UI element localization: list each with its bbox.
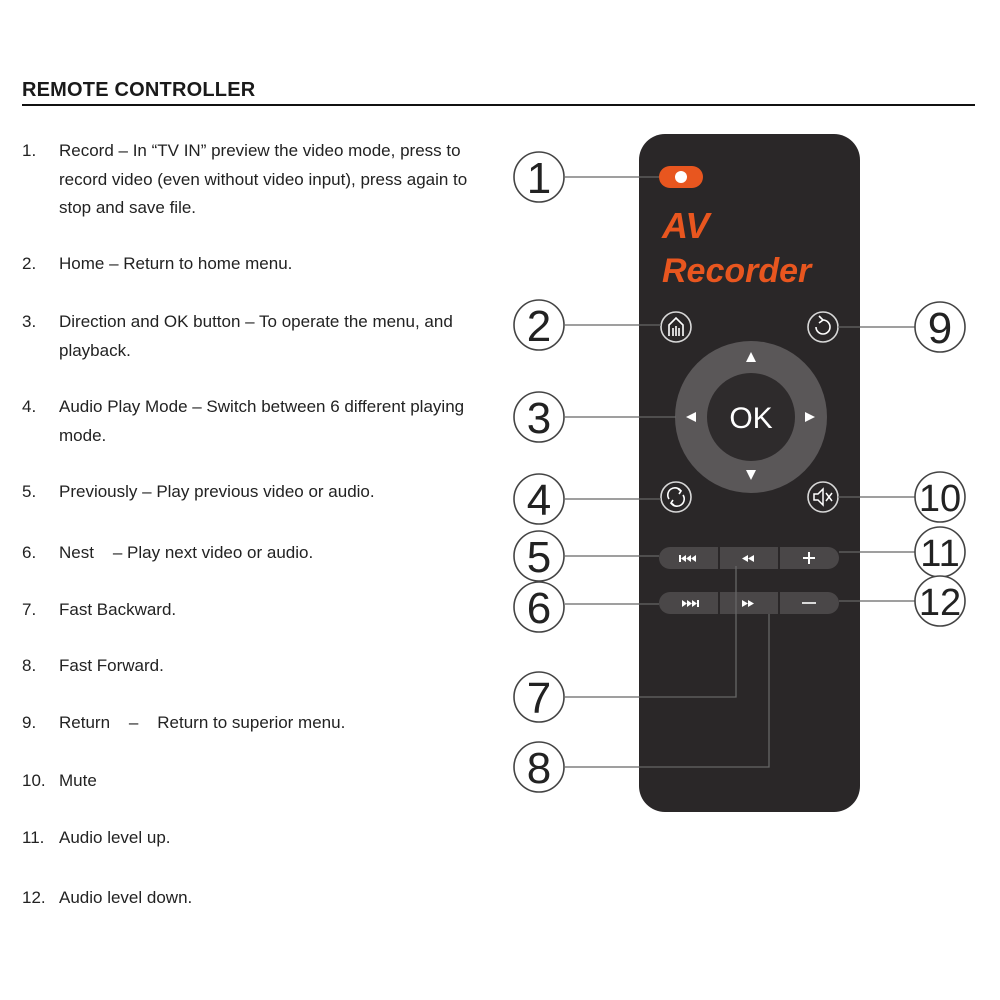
item-text: Home – Return to home menu. bbox=[59, 254, 293, 273]
callout-number: 1 bbox=[526, 154, 552, 203]
ok-label: OK bbox=[729, 402, 773, 435]
item-text: Mute bbox=[59, 771, 97, 790]
item-number: 8. bbox=[22, 656, 37, 675]
item-number: 10. bbox=[22, 771, 46, 790]
rocker-row-bottom bbox=[659, 592, 839, 614]
item-number: 12. bbox=[22, 888, 46, 907]
item-text: Audio Play Mode – Switch between 6 different playing mode. bbox=[59, 397, 465, 445]
item-text: Nest – Play next video or audio. bbox=[59, 543, 314, 562]
callout-number: 6 bbox=[526, 584, 552, 633]
item-number: 11. bbox=[22, 828, 45, 847]
return-button bbox=[808, 312, 838, 342]
item-number: 6. bbox=[22, 543, 37, 562]
item-text: Return – Return to superior menu. bbox=[59, 713, 346, 732]
item-text: Audio level up. bbox=[59, 828, 171, 847]
direction-pad bbox=[675, 341, 827, 493]
callout-number: 10 bbox=[918, 478, 962, 520]
home-button bbox=[661, 312, 691, 342]
item-text: Audio level down. bbox=[59, 888, 193, 907]
item-text: Fast Forward. bbox=[59, 656, 164, 675]
item-text: Previously – Play previous video or audio. bbox=[59, 482, 375, 501]
record-button bbox=[659, 166, 703, 188]
item-number: 9. bbox=[22, 713, 37, 732]
item-text: Fast Backward. bbox=[59, 600, 177, 619]
brand-recorder: Recorder bbox=[662, 252, 812, 290]
item-number: 2. bbox=[22, 254, 37, 273]
callout-number: 4 bbox=[526, 476, 552, 525]
mute-button bbox=[808, 482, 838, 512]
callout-number: 5 bbox=[526, 533, 552, 582]
callout-number: 7 bbox=[526, 674, 552, 723]
item-number: 5. bbox=[22, 482, 37, 501]
rocker-row-top bbox=[659, 547, 839, 569]
callout-number: 12 bbox=[918, 582, 962, 624]
item-text: Direction and OK button – To operate the menu, and playback. bbox=[59, 312, 453, 360]
callout-number: 2 bbox=[526, 302, 552, 351]
callout-number: 11 bbox=[920, 533, 960, 575]
callout-number: 8 bbox=[526, 744, 552, 793]
item-number: 3. bbox=[22, 312, 37, 331]
callout-number: 3 bbox=[526, 394, 552, 443]
item-text: Record – In “TV IN” preview the video mode, press to record video (even without video input), press again to stop and save file. bbox=[59, 141, 468, 217]
item-number: 7. bbox=[22, 600, 37, 619]
item-number: 4. bbox=[22, 397, 37, 416]
section-heading: REMOTE CONTROLLER bbox=[22, 78, 975, 106]
brand-av: AV bbox=[662, 205, 710, 246]
callout-number: 9 bbox=[927, 304, 953, 353]
play-mode-button bbox=[661, 482, 691, 512]
item-number: 1. bbox=[22, 141, 37, 160]
